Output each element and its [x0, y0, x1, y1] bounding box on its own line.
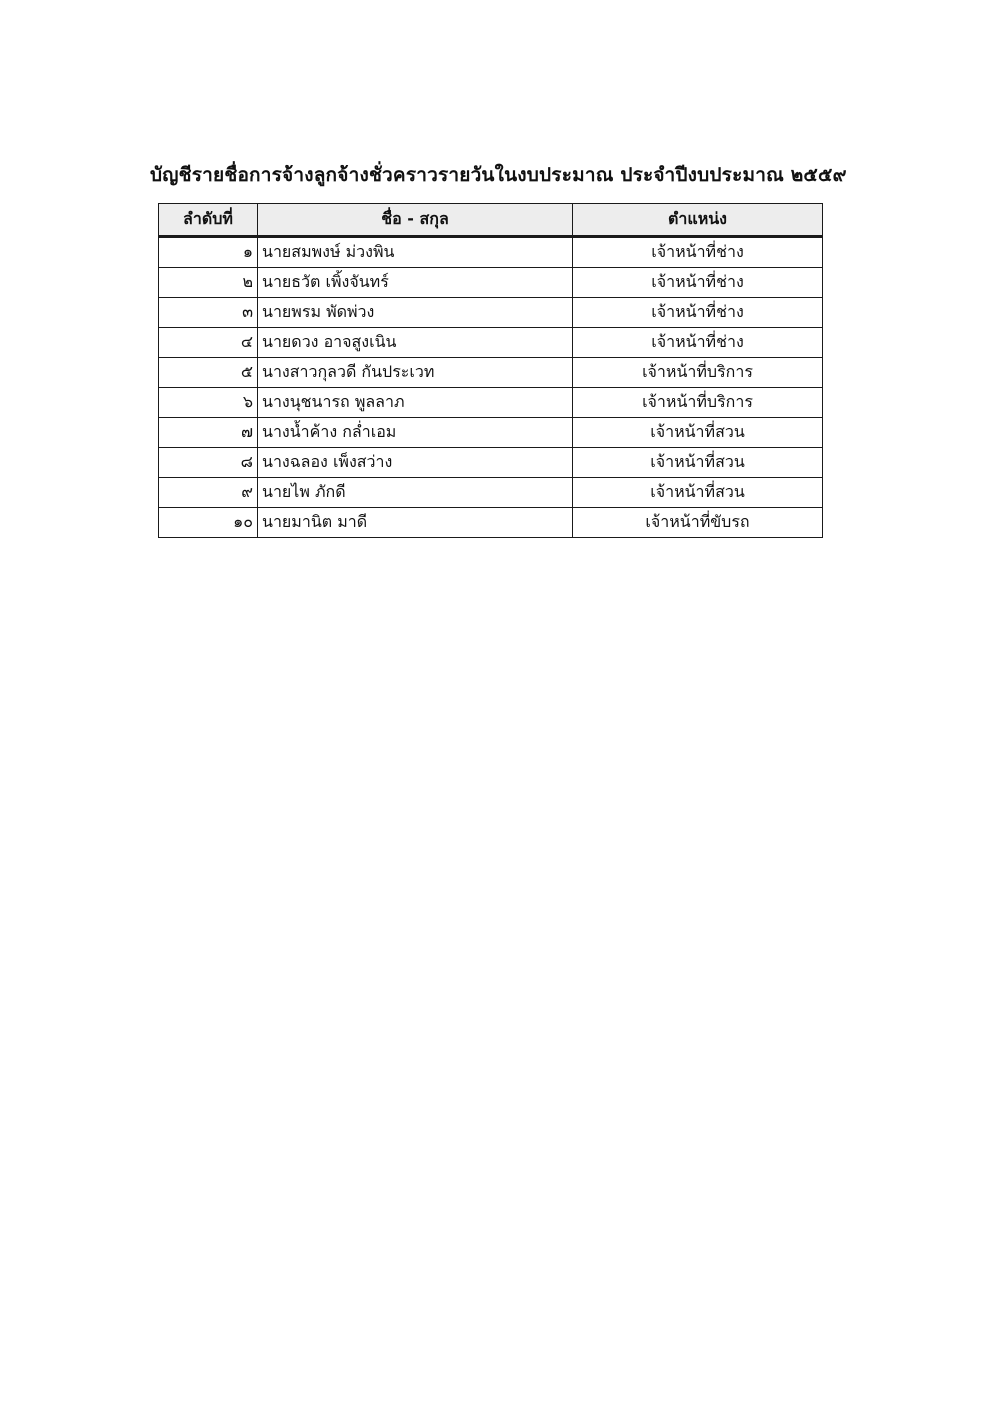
row-number: ๘	[159, 448, 258, 478]
table-row	[159, 268, 823, 298]
table-row	[159, 508, 823, 538]
document-title: บัญชีรายชื่อการจ้างลูกจ้างชั่วคราวรายวันในงบประมาณ ประจำปีงบประมาณ ๒๕๕๙	[150, 164, 847, 186]
table-row	[159, 328, 823, 358]
row-position: เจ้าหน้าที่สวน	[573, 448, 823, 478]
employee-table	[158, 203, 823, 538]
table-row	[159, 448, 823, 478]
row-name: นางนุชนารถ พูลลาภ	[258, 388, 573, 418]
row-position: เจ้าหน้าที่ช่าง	[573, 328, 823, 358]
row-name: นายมานิต มาดี	[258, 508, 573, 538]
row-number: ๖	[159, 388, 258, 418]
header-position: ตำแหน่ง	[573, 204, 823, 237]
table-row	[159, 388, 823, 418]
header-name: ชื่อ - สกุล	[258, 204, 573, 237]
row-position: เจ้าหน้าที่ช่าง	[573, 298, 823, 328]
row-position: เจ้าหน้าที่ช่าง	[573, 237, 823, 268]
row-name: นายสมพงษ์ ม่วงพิน	[258, 237, 573, 268]
row-number: ๓	[159, 298, 258, 328]
table-row	[159, 418, 823, 448]
table-row	[159, 237, 823, 268]
row-position: เจ้าหน้าที่ขับรถ	[573, 508, 823, 538]
table-row	[159, 478, 823, 508]
row-name: นายธวัต เพิ้งจันทร์	[258, 268, 573, 298]
row-position: เจ้าหน้าที่สวน	[573, 478, 823, 508]
table-row	[159, 298, 823, 328]
row-position: เจ้าหน้าที่บริการ	[573, 358, 823, 388]
row-position: เจ้าหน้าที่สวน	[573, 418, 823, 448]
table-header-row	[159, 204, 823, 237]
row-name: นางน้ำค้าง กล่ำเอม	[258, 418, 573, 448]
row-number: ๙	[159, 478, 258, 508]
row-position: เจ้าหน้าที่ช่าง	[573, 268, 823, 298]
row-number: ๔	[159, 328, 258, 358]
row-number: ๒	[159, 268, 258, 298]
row-number: ๑๐	[159, 508, 258, 538]
row-name: นางฉลอง เพ็งสว่าง	[258, 448, 573, 478]
row-number: ๗	[159, 418, 258, 448]
row-name: นายไพ ภักดี	[258, 478, 573, 508]
header-no: ลำดับที่	[159, 204, 258, 237]
row-name: นายดวง อาจสูงเนิน	[258, 328, 573, 358]
row-position: เจ้าหน้าที่บริการ	[573, 388, 823, 418]
row-number: ๕	[159, 358, 258, 388]
row-name: นายพรม พัดพ่วง	[258, 298, 573, 328]
table-row	[159, 358, 823, 388]
row-number: ๑	[159, 237, 258, 268]
row-name: นางสาวกุลวดี กันประเวท	[258, 358, 573, 388]
